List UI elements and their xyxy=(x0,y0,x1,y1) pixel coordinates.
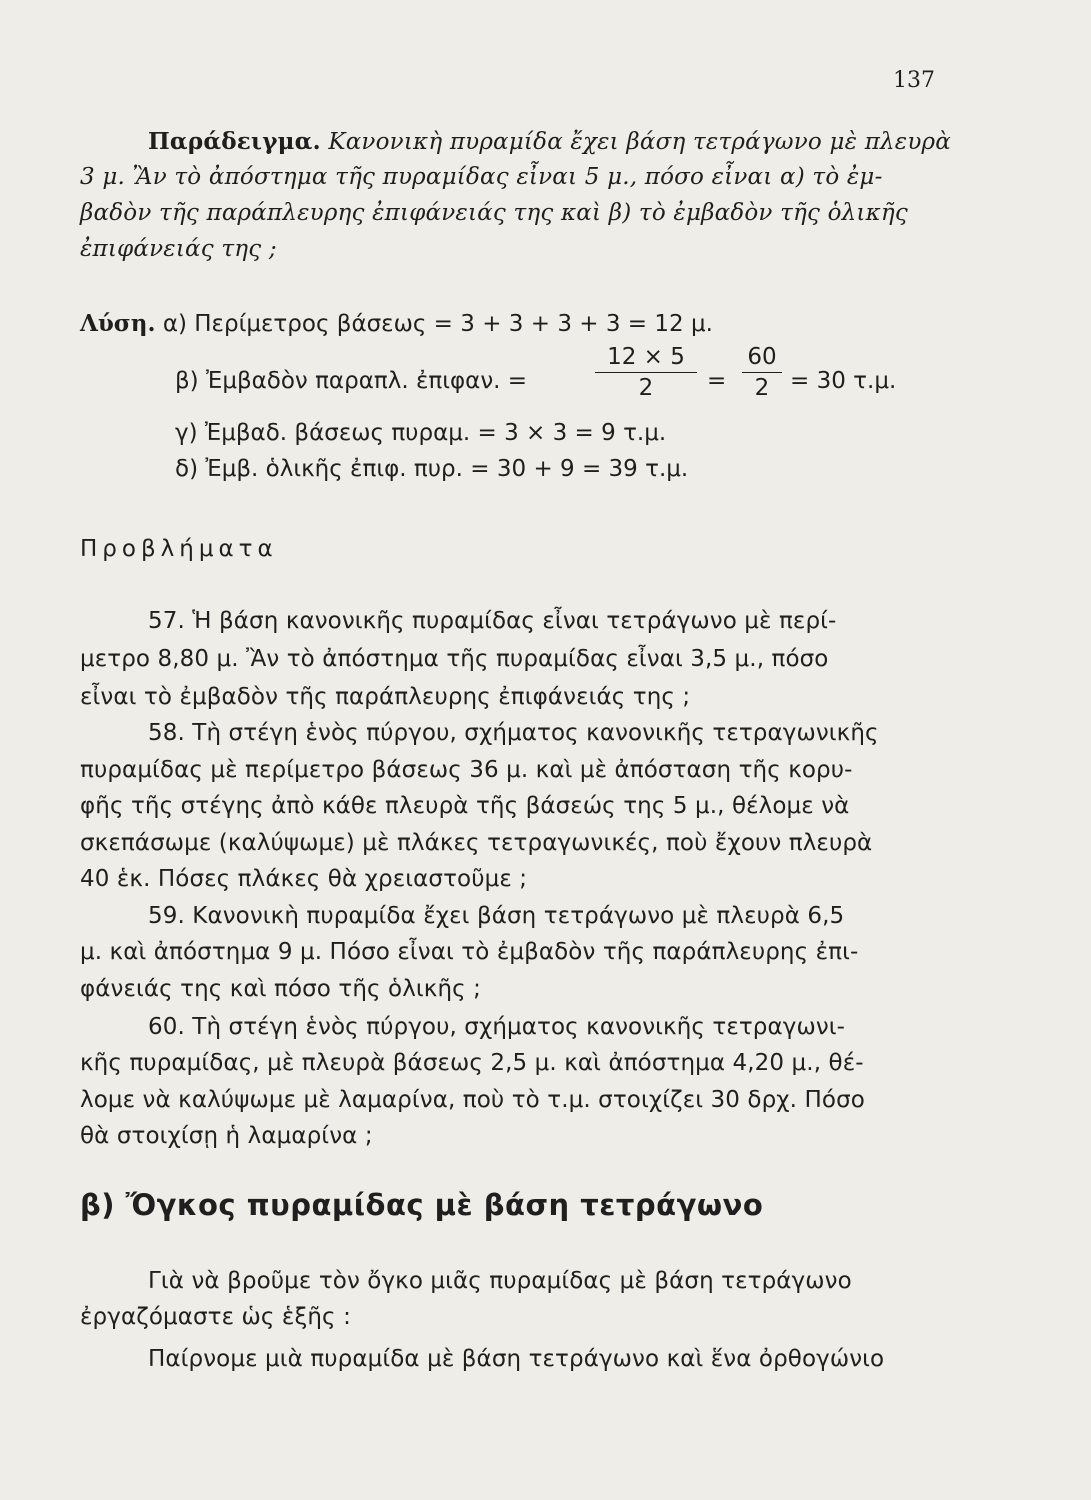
solution-b-prefix: β) Ἐμβαδὸν παραπλ. ἐπιφαν. = xyxy=(175,368,528,394)
page-number: 137 xyxy=(893,68,935,93)
intro-line-3: Παίρνομε μιὰ πυραμίδα μὲ βάση τετράγωνο καὶ ἕνα ὀρθογώνιο xyxy=(148,1346,885,1372)
example-line-3: βαδὸν τῆς παράπλευρης ἐπιφάνειάς της καὶ β) τὸ ἐμβαδὸν τῆς ὁλικῆς xyxy=(80,200,908,226)
solution-line-a xyxy=(80,310,713,337)
fraction-2 xyxy=(742,343,782,402)
problem-58-line-4: σκεπάσωμε (καλύψωμε) μὲ πλάκες τετραγωνικές, ποὺ ἔχουν πλευρὰ xyxy=(80,830,873,856)
example-line-2: 3 μ. Ἂν τὸ ἀπόστημα τῆς πυραμίδας εἶναι 5 μ., πόσο εἶναι α) τὸ ἐμ- xyxy=(80,164,883,190)
problem-60-line-3: λομε νὰ καλύψωμε μὲ λαμαρίνα, ποὺ τὸ τ.μ. στοιχίζει 30 δρχ. Πόσο xyxy=(80,1087,865,1113)
fraction-2-numerator: 60 xyxy=(747,344,777,370)
problem-60-line-4: θὰ στοιχίσῃ ἡ λαμαρίνα ; xyxy=(80,1123,373,1149)
fraction-1-denominator: 2 xyxy=(638,375,654,401)
problem-60-line-1: 60. Τὴ στέγη ἑνὸς πύργου, σχήματος κανονικῆς τετραγωνι- xyxy=(148,1014,846,1040)
fraction-2-bar xyxy=(742,372,782,373)
problem-57-line-3: εἶναι τὸ ἐμβαδὸν τῆς παράπλευρης ἐπιφάνειάς της ; xyxy=(80,684,691,710)
problem-58-line-3: φῆς τῆς στέγης ἀπὸ κάθε πλευρὰ τῆς βάσεώς της 5 μ., θέλομε νὰ xyxy=(80,793,850,819)
problem-59-line-2: μ. καὶ ἀπόστημα 9 μ. Πόσο εἶναι τὸ ἐμβαδὸν τῆς παράπλευρης ἐπι- xyxy=(80,939,859,965)
problem-60-line-2: κῆς πυραμίδας, μὲ πλευρὰ βάσεως 2,5 μ. καὶ ἀπόστημα 4,20 μ., θέ- xyxy=(80,1050,864,1076)
example-line-4: ἐπιφάνειάς της ; xyxy=(80,236,277,262)
solution-line-c: γ) Ἐμβαδ. βάσεως πυραμ. = 3 × 3 = 9 τ.μ. xyxy=(175,420,667,446)
fraction-equals: = xyxy=(707,368,727,394)
fraction-1-numerator: 12 × 5 xyxy=(607,344,685,370)
intro-line-1: Γιὰ νὰ βροῦμε τὸν ὄγκο μιᾶς πυραμίδας μὲ βάση τετράγωνο xyxy=(148,1268,852,1294)
example-label: Παράδειγμα. xyxy=(148,128,321,155)
problem-58-line-1: 58. Τὴ στέγη ἑνὸς πύργου, σχήματος κανονικῆς τετραγωνικῆς xyxy=(148,720,879,746)
solution-b-result: = 30 τ.μ. xyxy=(790,368,897,394)
solution-a: α) Περίμετρος βάσεως = 3 + 3 + 3 + 3 = 12 μ. xyxy=(162,311,713,337)
example-text-1: Κανονικὴ πυραμίδα ἔχει βάση τετράγωνο μὲ πλευρὰ xyxy=(328,129,951,155)
fraction-1 xyxy=(595,343,697,402)
solution-label: Λύση. xyxy=(80,310,156,337)
problem-57-line-2: μετρο 8,80 μ. Ἂν τὸ ἀπόστημα τῆς πυραμίδας εἶναι 3,5 μ., πόσο xyxy=(80,646,829,672)
problem-58-line-5: 40 ἑκ. Πόσες πλάκες θὰ χρειαστοῦμε ; xyxy=(80,866,528,892)
problem-59-line-3: φάνειάς της καὶ πόσο τῆς ὁλικῆς ; xyxy=(80,976,481,1002)
section-title: β) Ὄγκος πυραμίδας μὲ βάση τετράγωνο xyxy=(80,1188,764,1222)
problem-57-line-1: 57. Ἡ βάση κανονικῆς πυραμίδας εἶναι τετράγωνο μὲ περί- xyxy=(148,608,837,634)
problems-heading: Προβλήματα xyxy=(80,536,278,562)
fraction-2-denominator: 2 xyxy=(754,375,770,401)
problem-58-line-2: πυραμίδας μὲ περίμετρο βάσεως 36 μ. καὶ μὲ ἀπόσταση τῆς κορυ- xyxy=(80,757,853,783)
fraction-1-bar xyxy=(595,372,697,373)
intro-line-2: ἐργαζόμαστε ὡς ἑξῆς : xyxy=(80,1304,351,1330)
solution-line-d: δ) Ἐμβ. ὁλικῆς ἐπιφ. πυρ. = 30 + 9 = 39 τ.μ. xyxy=(175,456,689,482)
problem-59-line-1: 59. Κανονικὴ πυραμίδα ἔχει βάση τετράγωνο μὲ πλευρὰ 6,5 xyxy=(148,903,845,929)
example-line-1 xyxy=(148,128,951,155)
